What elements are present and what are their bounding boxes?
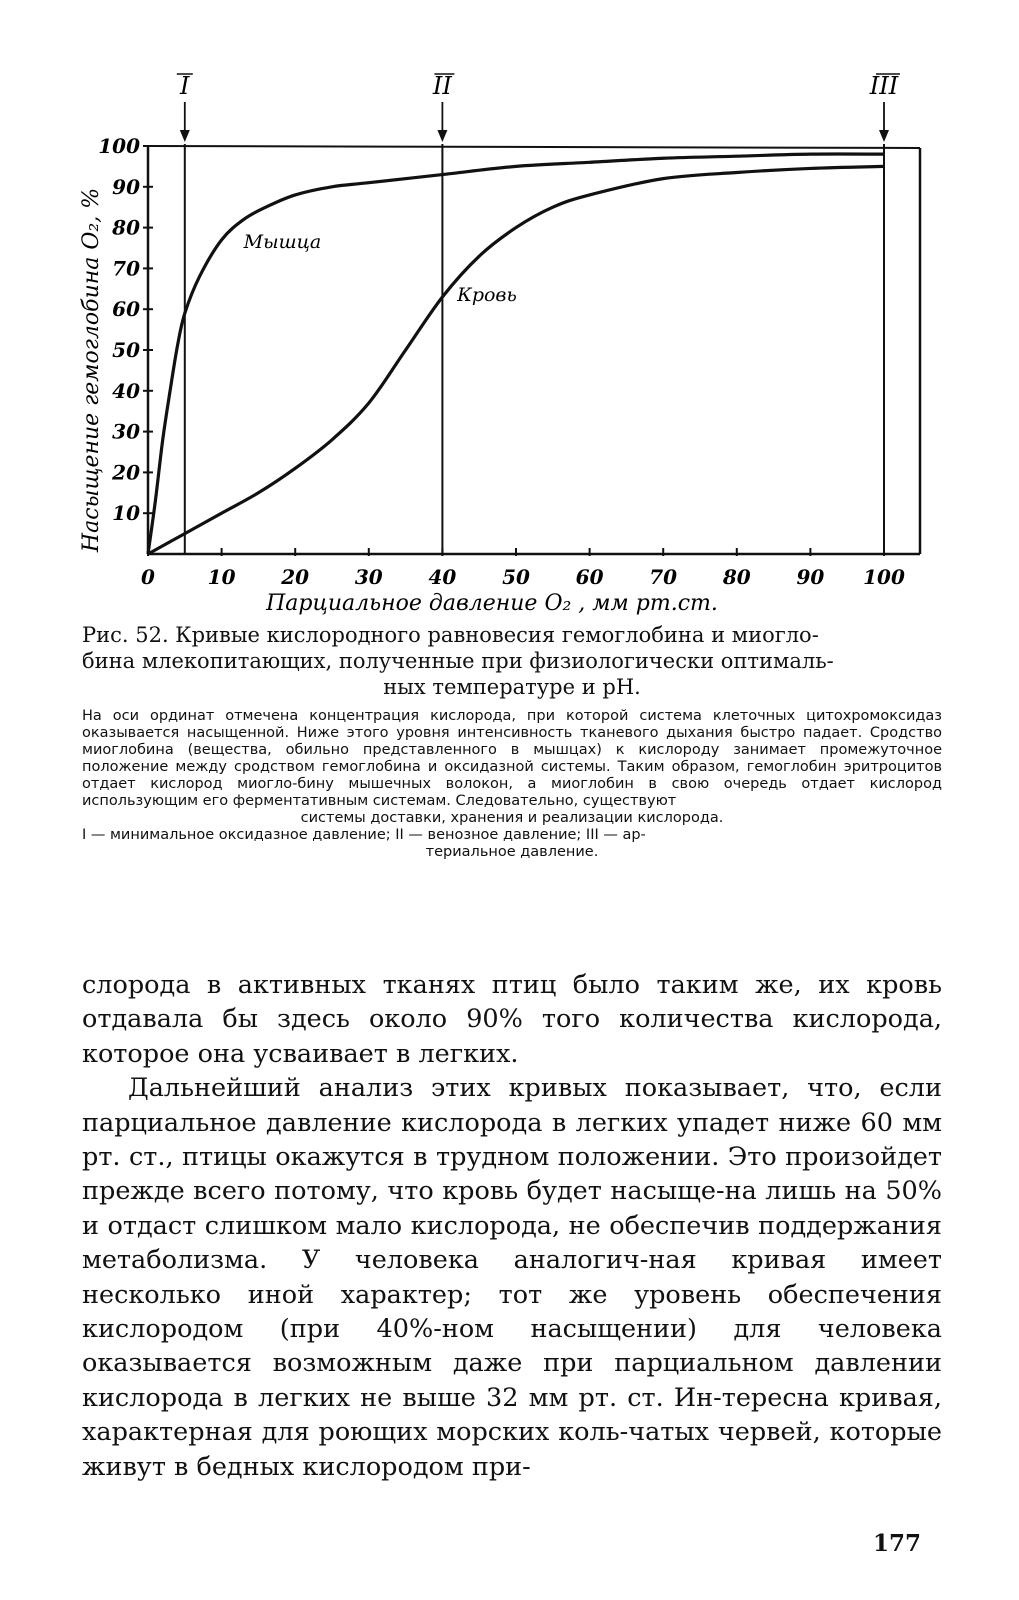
series-label: Кровь xyxy=(457,284,517,307)
page-number: 177 xyxy=(873,1530,922,1557)
oxygen-equilibrium-chart xyxy=(60,60,940,620)
caption-legend-text: териальное давление. xyxy=(425,844,599,860)
marker-arrowhead xyxy=(879,130,889,142)
y-tick-label: 10 xyxy=(112,501,140,526)
caption-note-text: системы доставки, хранения и реализации кислорода. xyxy=(300,810,724,826)
marker-label: II xyxy=(432,72,452,100)
x-tick-label: 40 xyxy=(428,565,457,589)
x-tick-label: 70 xyxy=(649,565,678,589)
y-tick-label: 40 xyxy=(112,378,140,403)
caption-title-line: бина млекопитающих, полученные при физиологически оптималь- xyxy=(82,649,834,673)
marker-label: I xyxy=(180,72,190,100)
x-tick-label: 50 xyxy=(502,565,530,589)
body-text xyxy=(82,968,942,1484)
y-tick-label: 70 xyxy=(112,256,140,281)
x-tick-label: 20 xyxy=(281,565,310,589)
x-tick-label: 90 xyxy=(796,565,825,589)
series-label: Мышца xyxy=(243,231,322,253)
y-tick-label: 100 xyxy=(98,134,140,158)
x-tick-label: 100 xyxy=(863,565,905,589)
caption-title-line: Рис. 52. Кривые кислородного равновесия гемоглобина и миогло- xyxy=(82,623,819,647)
caption-title-line: ных температуре и pH. xyxy=(383,675,641,699)
x-tick-label: 80 xyxy=(722,565,751,589)
figure-caption-title xyxy=(82,622,942,700)
y-tick-label: 80 xyxy=(112,215,140,240)
paragraph: слорода в активных тканях птиц было таким же, их кровь отдавала бы здесь около 90% того количества кислорода, которое она усваивает в легких. xyxy=(82,970,942,1069)
top-line xyxy=(148,146,920,148)
marker-arrowhead xyxy=(437,130,447,142)
series-line-2 xyxy=(148,166,884,554)
caption-note-text: На оси ординат отмечена концентрация кислорода, при которой система клеточных цитохромоксидаз оказывается насыщенной. Ниже этого уровня интенсивность тканевого дыхания быстро падает. Сродство миоглобина (вещества, обильно представленного в мышцах) к кислороду занимает промежуточное положение между сродством гемоглобина и оксидазной системы. Таким образом, гемоглобин эритроцитов отдает кислород миогло-бину мышечных волокон, а миоглобин в свою очередь отдает кислород использующим его ферментативным системам. Следовательно, существуют xyxy=(82,708,942,809)
plot-area xyxy=(98,72,920,589)
paragraph: Дальнейший анализ этих кривых показывает, что, если парциальное давление кислорода в легких упадет ниже 60 мм рт. ст., птицы окажутся в трудном положении. Это произойдет прежде всего потому, что кровь будет насыще-на лишь на 50% и отдаст слишком мало кислорода, не обеспечив поддержания метаболизма. У человека аналогич-ная кривая имеет несколько иной характер; тот же уровень обеспечения кислородом (при 40%-ном насыщении) для человека оказывается возможным даже при парциальном давлении кислорода в легких не выше 32 мм рт. ст. Ин-тересна кривая, характерная для роющих морских коль-чатых червей, которые живут в бедных кислородом при- xyxy=(82,1073,942,1482)
x-tick-label: 30 xyxy=(354,565,383,589)
caption-legend-text: I — минимальное оксидазное давление; II — венозное давление; III — ар- xyxy=(82,827,646,843)
y-tick-label: 50 xyxy=(112,338,140,362)
x-tick-label: 0 xyxy=(141,565,155,589)
x-tick-label: 60 xyxy=(575,565,604,589)
figure-caption-note xyxy=(82,708,942,861)
y-tick-label: 90 xyxy=(112,174,140,199)
marker-label: III xyxy=(869,72,899,100)
y-tick-label: 20 xyxy=(112,460,140,485)
y-tick-label: 60 xyxy=(112,297,140,322)
x-tick-label: 10 xyxy=(207,565,236,589)
x-axis-title: Парциальное давление O₂ , мм рт.ст. xyxy=(266,591,718,616)
marker-arrowhead xyxy=(180,130,190,142)
y-axis-title: Насыщение гемоглобина O₂, % xyxy=(79,187,104,553)
y-tick-label: 30 xyxy=(112,419,140,444)
